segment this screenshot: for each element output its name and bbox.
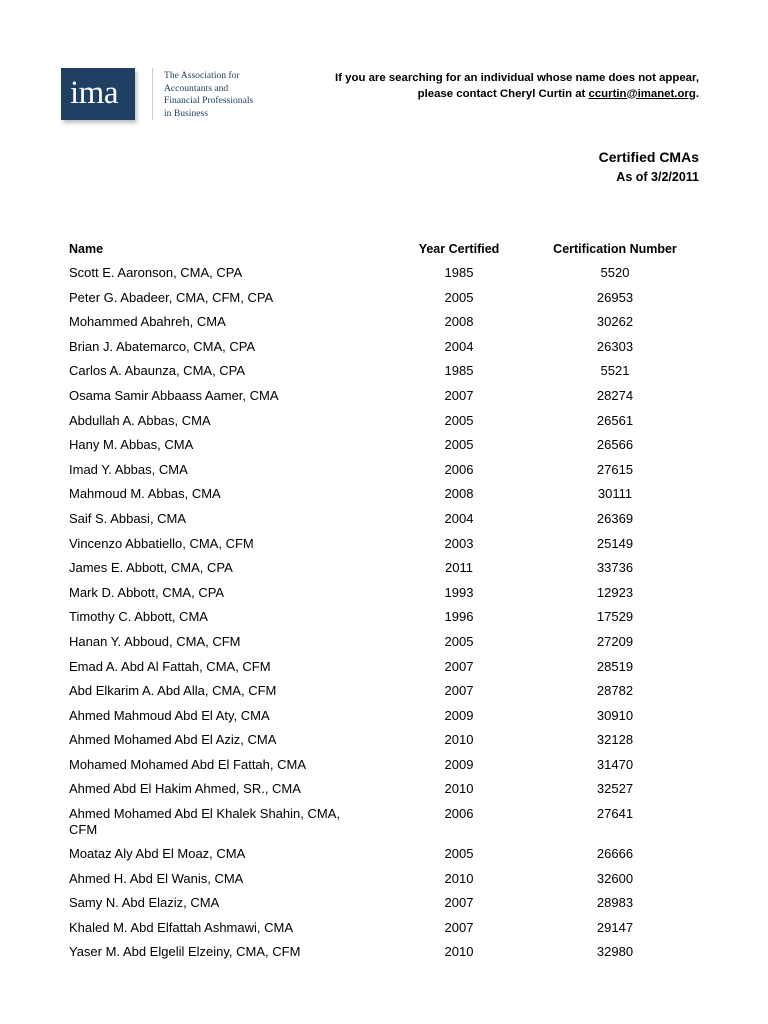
table-row (69, 384, 709, 409)
logo-tagline-line: Financial Professionals (164, 95, 254, 107)
cell-name: Peter G. Abadeer, CMA, CFM, CPA (69, 289, 274, 305)
cell-name: Brian J. Abatemarco, CMA, CPA (69, 338, 256, 354)
table-row (69, 433, 709, 458)
table-row (69, 556, 709, 581)
cell-name: Hanan Y. Abboud, CMA, CFM (69, 633, 241, 649)
table-row (69, 310, 709, 335)
cell-name: Vincenzo Abbatiello, CMA, CFM (69, 535, 254, 551)
cell-name: Ahmed H. Abd El Wanis, CMA (69, 870, 244, 886)
cell-name: Emad A. Abd Al Fattah, CMA, CFM (69, 658, 271, 674)
table-row (69, 409, 709, 434)
cell-name: Ahmed Mahmoud Abd El Aty, CMA (69, 707, 270, 723)
cell-certification-number: 26369 (596, 510, 634, 526)
table-row (69, 605, 709, 630)
cell-name: Hany M. Abbas, CMA (69, 437, 194, 453)
notice-line-2-prefix: please contact Cheryl Curtin at (417, 87, 589, 100)
table-row (69, 359, 709, 384)
as-of-date: As of 3/2/2011 (616, 170, 699, 184)
cell-certification-number: 5520 (600, 265, 630, 280)
cell-year-certified: 2010 (444, 781, 474, 797)
table-row (69, 261, 709, 286)
cell-certification-number: 27615 (596, 461, 634, 477)
cell-year-certified: 2006 (444, 806, 474, 822)
logo-tagline (164, 70, 274, 120)
cell-certification-number: 28274 (596, 387, 634, 403)
cell-name: James E. Abbott, CMA, CPA (69, 560, 233, 576)
cell-certification-number: 25149 (596, 535, 634, 551)
header-name: Name (69, 242, 104, 256)
cell-year-certified: 2005 (444, 437, 474, 453)
table-row (69, 286, 709, 311)
cell-year-certified: 2009 (444, 756, 474, 772)
table-row (69, 940, 709, 965)
cell-year-certified: 2005 (444, 633, 474, 649)
cell-certification-number: 32600 (596, 870, 634, 886)
cell-year-certified: 2004 (444, 338, 474, 354)
contact-email-link[interactable]: ccurtin@imanet.org (588, 87, 696, 100)
cell-certification-number: 26666 (596, 846, 634, 862)
table-row (69, 482, 709, 507)
table-row (69, 704, 709, 729)
cell-year-certified: 2007 (444, 895, 474, 911)
cell-certification-number: 33736 (596, 560, 634, 576)
table-body (69, 261, 709, 965)
cell-certification-number: 27641 (596, 806, 634, 822)
cell-year-certified: 2011 (445, 560, 473, 576)
table-row (69, 842, 709, 867)
notice-line-2 (279, 87, 699, 103)
cell-year-certified: 2010 (444, 732, 474, 748)
table-row (69, 916, 709, 941)
cell-year-certified: 1993 (444, 584, 474, 600)
cell-name: Mohammed Abahreh, CMA (69, 314, 226, 330)
table-row (69, 630, 709, 655)
table-row (69, 802, 709, 842)
cell-name: Mark D. Abbott, CMA, CPA (69, 584, 225, 600)
logo-divider (152, 68, 153, 120)
cell-year-certified: 2010 (444, 944, 474, 960)
cell-year-certified: 1985 (444, 363, 474, 379)
table-row (69, 532, 709, 557)
cell-name: Khaled M. Abd Elfattah Ashmawi, CMA (69, 919, 293, 935)
cell-year-certified: 2005 (444, 846, 474, 862)
cell-year-certified: 2009 (444, 707, 474, 723)
cell-certification-number: 27209 (596, 633, 634, 649)
cell-year-certified: 2006 (444, 461, 474, 477)
cell-year-certified: 1985 (444, 265, 474, 280)
cell-year-certified: 2010 (444, 870, 474, 886)
cma-table (69, 240, 709, 965)
cell-certification-number: 28983 (596, 895, 634, 911)
cell-certification-number: 28782 (596, 683, 634, 699)
cell-certification-number: 17529 (596, 609, 634, 625)
table-row (69, 679, 709, 704)
table-header (69, 240, 709, 261)
table-row (69, 891, 709, 916)
cell-certification-number: 5521 (600, 363, 630, 379)
ima-logo-mark-box (61, 68, 135, 120)
cell-certification-number: 32128 (596, 732, 634, 748)
contact-notice (279, 71, 699, 102)
cell-certification-number: 26561 (596, 412, 634, 428)
cell-certification-number: 26303 (596, 338, 634, 354)
logo-tagline-line: The Association for (164, 70, 240, 81)
cell-certification-number: 28519 (596, 658, 634, 674)
cell-name: Abdullah A. Abbas, CMA (69, 412, 211, 428)
cell-certification-number: 31470 (596, 756, 634, 772)
notice-line-2-suffix: . (695, 87, 699, 100)
table-row (69, 777, 709, 802)
cell-year-certified: 2007 (444, 387, 474, 403)
logo-tagline-line: Accountants and (164, 82, 229, 94)
cell-name: Carlos A. Abaunza, CMA, CPA (69, 363, 246, 379)
cell-name: Scott E. Aaronson, CMA, CPA (69, 265, 243, 280)
table-row (69, 728, 709, 753)
cell-name: Yaser M. Abd Elgelil Elzeiny, CMA, CFM (69, 944, 301, 960)
header-certification-number: Certification Number (553, 242, 677, 256)
ima-logo (61, 68, 261, 130)
logo-tagline-line: in Business (164, 107, 208, 119)
cell-name: Mahmoud M. Abbas, CMA (69, 486, 221, 502)
cell-name: Samy N. Abd Elaziz, CMA (69, 895, 220, 911)
cell-year-certified: 2007 (444, 658, 474, 674)
cell-certification-number: 12923 (596, 584, 634, 600)
cell-year-certified: 1996 (444, 609, 474, 625)
table-row (69, 581, 709, 606)
cell-name: Ahmed Abd El Hakim Ahmed, SR., CMA (69, 781, 301, 797)
cell-year-certified: 2005 (444, 412, 474, 428)
page-title: Certified CMAs (598, 149, 699, 165)
cell-certification-number: 26566 (596, 437, 634, 453)
ima-logo-mark: ima (70, 75, 118, 111)
cell-year-certified: 2005 (444, 289, 474, 305)
table-row (69, 335, 709, 360)
cell-certification-number: 29147 (596, 919, 634, 935)
cell-name: Osama Samir Abbaass Aamer, CMA (69, 387, 279, 403)
cell-certification-number: 26953 (596, 289, 634, 305)
cell-year-certified: 2008 (444, 314, 474, 330)
table-row (69, 458, 709, 483)
table-row (69, 867, 709, 892)
cell-certification-number: 30910 (596, 707, 634, 723)
cell-name: Ahmed Mohamed Abd El Khalek Shahin, CMA, CFM (69, 806, 340, 838)
cell-name: Abd Elkarim A. Abd Alla, CMA, CFM (69, 683, 277, 699)
cell-name: Saif S. Abbasi, CMA (69, 510, 187, 526)
cell-year-certified: 2008 (444, 486, 474, 502)
table-row (69, 655, 709, 680)
notice-line-1: If you are searching for an individual whose name does not appear, (335, 72, 699, 84)
cell-year-certified: 2007 (444, 919, 474, 935)
cell-year-certified: 2003 (444, 535, 474, 551)
cell-name: Moataz Aly Abd El Moaz, CMA (69, 846, 246, 862)
cell-name: Imad Y. Abbas, CMA (69, 461, 188, 477)
cell-certification-number: 32980 (596, 944, 634, 960)
table-row (69, 753, 709, 778)
cell-certification-number: 30262 (596, 314, 634, 330)
table-row (69, 507, 709, 532)
cell-year-certified: 2004 (444, 510, 474, 526)
cell-year-certified: 2007 (444, 683, 474, 699)
cell-name: Mohamed Mohamed Abd El Fattah, CMA (69, 756, 307, 772)
cell-certification-number: 32527 (596, 781, 634, 797)
cell-certification-number: 30111 (597, 486, 633, 502)
cell-name: Timothy C. Abbott, CMA (69, 609, 208, 625)
cell-name: Ahmed Mohamed Abd El Aziz, CMA (69, 732, 277, 748)
header-year-certified: Year Certified (418, 242, 500, 256)
